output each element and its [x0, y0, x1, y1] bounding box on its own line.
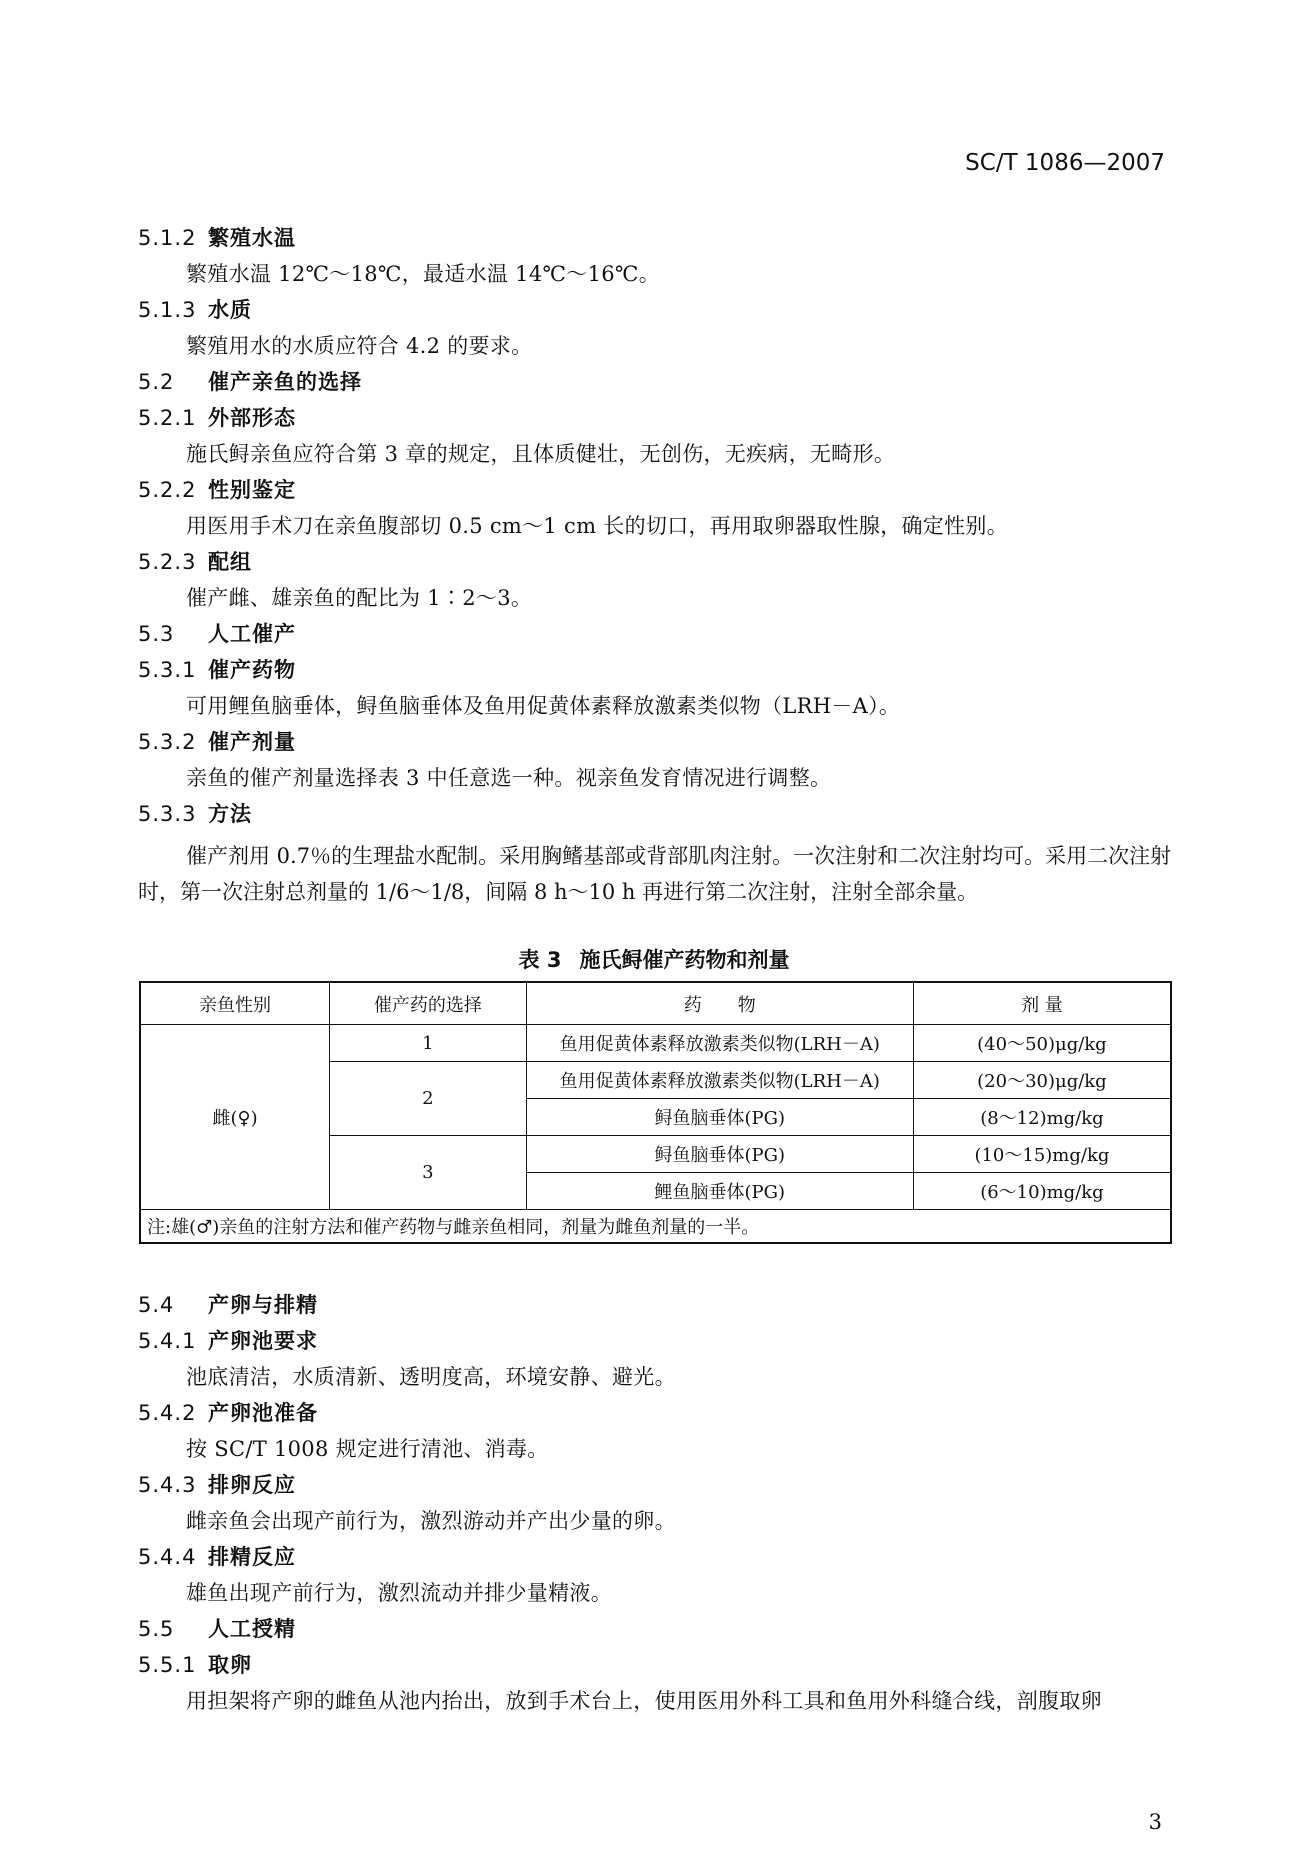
- section-heading: 5.3.2 催产剂量: [138, 730, 296, 754]
- header-drug: 药 物: [526, 982, 913, 1025]
- section-body: 雄鱼出现产前行为，激烈流动并排少量精液。: [186, 1581, 612, 1605]
- choice-cell: 1: [330, 1025, 527, 1062]
- section-heading: 5.5 人工授精: [138, 1617, 296, 1641]
- dose-cell: (40～50)μg/kg: [913, 1025, 1171, 1062]
- section-body: 按 SC/T 1008 规定进行清池、消毒。: [186, 1437, 549, 1461]
- section-heading: 5.2.2 性别鉴定: [138, 478, 296, 502]
- header-sex: 亲鱼性别: [140, 982, 330, 1025]
- section-heading: 5.2.3 配组: [138, 550, 252, 574]
- standard-code: SC/T 1086—2007: [965, 150, 1165, 176]
- section-body: 繁殖水温 12℃～18℃，最适水温 14℃～16℃。: [186, 262, 661, 286]
- dose-cell: (6～10)mg/kg: [913, 1173, 1171, 1210]
- section-heading: 5.1.3 水质: [138, 298, 252, 322]
- table-caption: 表 3 施氏鲟催产药物和剂量: [518, 948, 790, 972]
- section-body: 繁殖用水的水质应符合 4.2 的要求。: [186, 334, 533, 358]
- choice-cell: 2: [330, 1062, 527, 1136]
- section-heading: 5.2 催产亲鱼的选择: [138, 370, 362, 394]
- section-body: 可用鲤鱼脑垂体，鲟鱼脑垂体及鱼用促黄体素释放激素类似物（LRH－A）。: [186, 694, 901, 718]
- section-heading: 5.4.3 排卵反应: [138, 1473, 296, 1497]
- section-heading: 5.2.1 外部形态: [138, 406, 296, 430]
- sex-cell: 雌(♀): [140, 1025, 330, 1210]
- header-dose: 剂 量: [913, 982, 1171, 1025]
- section-body: 施氏鲟亲鱼应符合第 3 章的规定，且体质健壮，无创伤，无疾病，无畸形。: [186, 442, 896, 466]
- section-body: 雌亲鱼会出现产前行为，激烈游动并产出少量的卵。: [186, 1509, 676, 1533]
- drug-cell: 鱼用促黄体素释放激素类似物(LRH－A): [526, 1062, 913, 1099]
- drug-cell: 鲟鱼脑垂体(PG): [526, 1136, 913, 1173]
- section-body: 用医用手术刀在亲鱼腹部切 0.5 cm～1 cm 长的切口，再用取卵器取性腺，确定性别。: [186, 514, 1009, 538]
- drug-cell: 鲟鱼脑垂体(PG): [526, 1099, 913, 1136]
- section-body: 用担架将产卵的雌鱼从池内抬出，放到手术台上，使用医用外科工具和鱼用外科缝合线，剖腹取卵: [186, 1689, 1102, 1713]
- table-row: [140, 1025, 1171, 1062]
- choice-cell: 3: [330, 1136, 527, 1210]
- dose-cell: (20～30)μg/kg: [913, 1062, 1171, 1099]
- header-choice: 催产药的选择: [330, 982, 527, 1025]
- drug-cell: 鱼用促黄体素释放激素类似物(LRH－A): [526, 1025, 913, 1062]
- table-header-row: [140, 982, 1171, 1025]
- table-note-row: [140, 1210, 1171, 1244]
- dose-cell: (10～15)mg/kg: [913, 1136, 1171, 1173]
- dose-cell: (8～12)mg/kg: [913, 1099, 1171, 1136]
- section-heading: 5.4.2 产卵池准备: [138, 1401, 318, 1425]
- section-body: 池底清洁，水质清新、透明度高，环境安静、避光。: [186, 1365, 676, 1389]
- method-paragraph: 催产剂用 0.7％的生理盐水配制。采用胸鳍基部或背部肌肉注射。一次注射和二次注射均可。采用二次注射时，第一次注射总剂量的 1/6～1/8，间隔 8 h～10 h 再进行第二次注射，注射全部余量。: [138, 844, 1172, 904]
- page-number: 3: [1148, 1810, 1162, 1834]
- table-note: 注:雄(♂)亲鱼的注射方法和催产药物与雌亲鱼相同，剂量为雌鱼剂量的一半。: [140, 1210, 1171, 1244]
- section-heading: 5.5.1 取卵: [138, 1653, 252, 1677]
- section-heading: 5.3.1 催产药物: [138, 658, 296, 682]
- section-heading: 5.3 人工催产: [138, 622, 296, 646]
- section-heading: 5.3.3 方法: [138, 802, 252, 826]
- section-body: 亲鱼的催产剂量选择表 3 中任意选一种。视亲鱼发育情况进行调整。: [186, 766, 832, 790]
- section-heading: 5.1.2 繁殖水温: [138, 226, 296, 250]
- section-heading: 5.4 产卵与排精: [138, 1293, 318, 1317]
- drug-cell: 鲤鱼脑垂体(PG): [526, 1173, 913, 1210]
- section-heading: 5.4.4 排精反应: [138, 1545, 296, 1569]
- section-body: 催产雌、雄亲鱼的配比为 1∶2～3。: [186, 586, 533, 610]
- dosage-table: [139, 981, 1172, 1244]
- section-heading: 5.4.1 产卵池要求: [138, 1329, 318, 1353]
